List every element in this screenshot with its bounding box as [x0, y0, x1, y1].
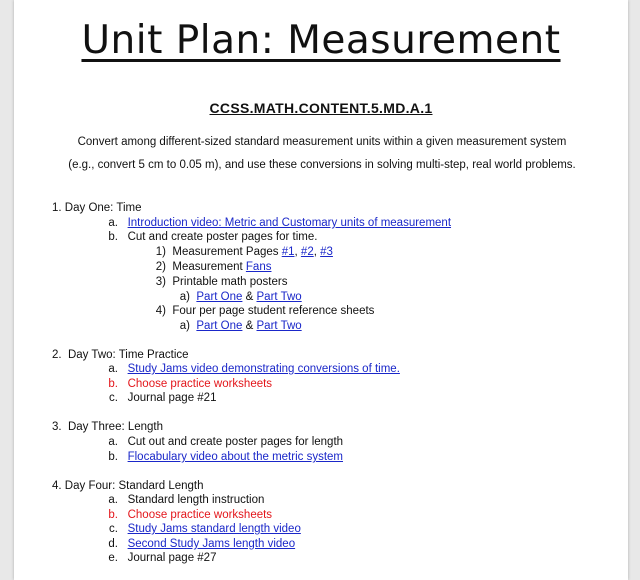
- measurement-page-2-link[interactable]: #2: [300, 246, 314, 258]
- day-one-b-3: 3) Printable math posters: [155, 276, 288, 288]
- day-two-label: Day Two: Time Practice: [67, 349, 189, 361]
- day-four-c: c. Study Jams standard length video: [109, 523, 301, 535]
- day-three-a: a. Cut out and create poster pages for length: [108, 436, 344, 448]
- posters-part-one-link[interactable]: Part One: [196, 291, 243, 303]
- day-one-a: a. Introduction video: Metric and Customary units of measurement: [108, 217, 452, 229]
- intro-video-link[interactable]: Introduction video: Metric and Customary units of measurement: [127, 217, 452, 229]
- flocabulary-video-link[interactable]: Flocabulary video about the metric system: [127, 451, 343, 463]
- measurement-page-3-link[interactable]: #3: [320, 246, 333, 258]
- day-four-e: e. Journal page #27: [108, 552, 217, 564]
- reference-part-two-link[interactable]: Part Two: [256, 320, 302, 332]
- page-title: Unit Plan: Measurement: [81, 18, 561, 63]
- time-conversion-video-link[interactable]: Study Jams video demonstrating conversions of time.: [127, 363, 400, 375]
- measurement-fans-link[interactable]: Fans: [245, 261, 272, 273]
- day-four-d: d. Second Study Jams length video: [108, 538, 296, 550]
- day-four-a: a. Standard length instruction: [108, 494, 265, 506]
- second-length-video-link[interactable]: Second Study Jams length video: [127, 538, 296, 550]
- day-one-item: 1. Day One: Time: [52, 202, 142, 214]
- standard-heading: CCSS.MATH.CONTENT.5.MD.A.1: [209, 100, 433, 116]
- measurement-page-1-link[interactable]: #1: [281, 246, 295, 258]
- day-one-b-4-a: a) Part One & Part Two: [179, 320, 302, 332]
- day-four-label: Day Four: Standard Length: [64, 480, 204, 492]
- document-page: [14, 0, 628, 580]
- day-three-item: 3. Day Three: Length: [52, 421, 164, 433]
- day-four-item: 4. Day Four: Standard Length: [52, 480, 204, 492]
- day-one-b-4: 4) Four per page student reference sheets: [155, 305, 375, 317]
- day-four-b: b. Choose practice worksheets: [108, 509, 273, 521]
- day-two-c: c. Journal page #21: [109, 392, 217, 404]
- day-one-b-3-a: a) Part One & Part Two: [179, 291, 302, 303]
- standard-length-video-link[interactable]: Study Jams standard length video: [127, 523, 301, 535]
- standard-description: Convert among different-sized standard measurement units within a given measurement system (e.g., convert 5 cm to 0.05 m), and use these conversions in solving multi-step, real world problems.: [68, 136, 576, 171]
- day-two-b: b. Choose practice worksheets: [108, 378, 273, 390]
- day-one-b: b. Cut and create poster pages for time.: [108, 231, 318, 243]
- day-two-a: a. Study Jams video demonstrating conversions of time.: [108, 363, 400, 375]
- day-one-b-1: 1) Measurement Pages #1, #2, #3: [155, 246, 333, 258]
- day-two-item: 2. Day Two: Time Practice: [52, 349, 189, 361]
- day-one-b-2: 2) Measurement Fans: [155, 261, 272, 273]
- reference-part-one-link[interactable]: Part One: [196, 320, 243, 332]
- day-three-b: b. Flocabulary video about the metric system: [108, 451, 343, 463]
- day-three-label: Day Three: Length: [67, 421, 164, 433]
- day-one-label: Day One: Time: [64, 202, 142, 214]
- posters-part-two-link[interactable]: Part Two: [256, 291, 302, 303]
